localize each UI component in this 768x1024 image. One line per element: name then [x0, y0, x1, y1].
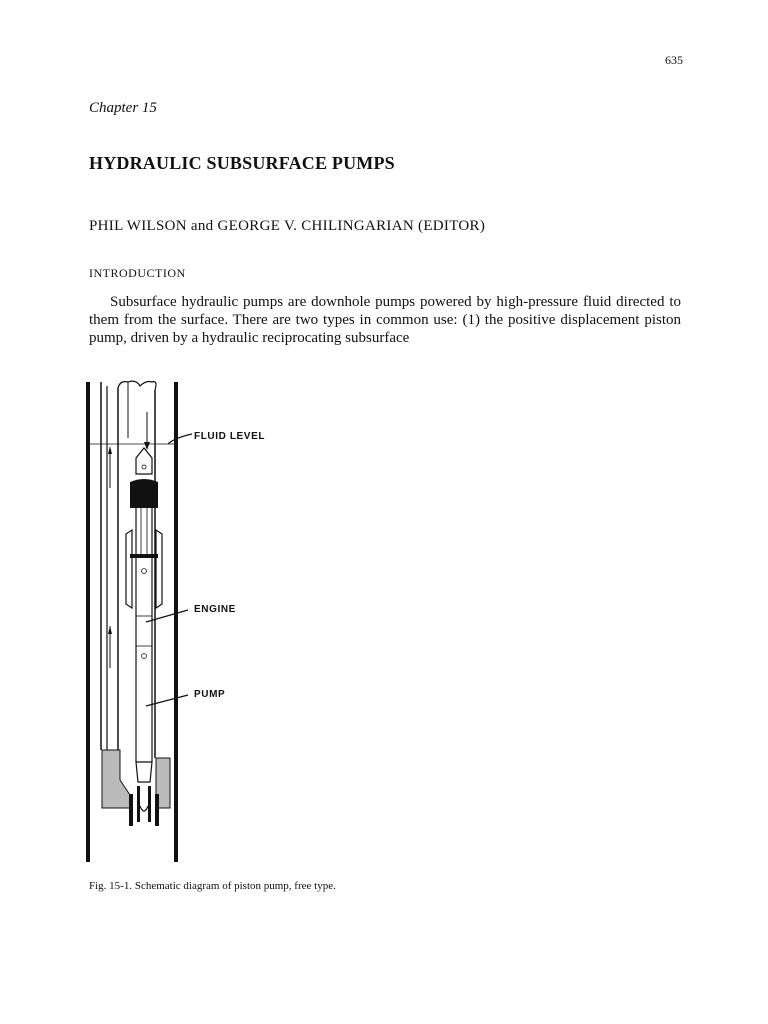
casing-wall-left	[86, 382, 90, 862]
pump-label: PUMP	[194, 689, 226, 700]
engine-port	[142, 569, 147, 574]
valve-port	[142, 465, 146, 469]
casing-joint-5	[174, 838, 178, 842]
pump-port	[142, 654, 147, 659]
valve-seat-right	[148, 786, 151, 822]
casing-joint-3	[86, 850, 90, 854]
chapter-title: HYDRAULIC SUBSURFACE PUMPS	[89, 153, 395, 173]
valve-ball	[140, 806, 148, 811]
casing-joint-1	[86, 826, 90, 830]
housing-shoulder-left	[126, 530, 132, 608]
tubing-top-curve	[118, 381, 156, 390]
standing-valve-left	[129, 794, 133, 826]
casing-joint-4	[174, 826, 178, 830]
fluid-level-leader	[168, 434, 192, 444]
pump-tip	[136, 762, 152, 782]
piston-pump-figure	[80, 378, 300, 868]
fluid-level-label: FLUID LEVEL	[194, 431, 266, 442]
housing-shoulder-right	[156, 530, 162, 608]
bottom-housing	[102, 750, 132, 808]
casing-joint-6	[174, 850, 178, 854]
seal-ring	[130, 554, 158, 558]
engine-label: ENGINE	[194, 604, 236, 615]
page-number: 635	[665, 53, 683, 67]
standing-valve-right	[155, 794, 159, 826]
casing-joint-2	[86, 838, 90, 842]
intro-paragraph: Subsurface hydraulic pumps are downhole pumps powered by high-pressure fluid directed to them from the surface. There are two types in common use: (1) the positive displacement piston pump, driven by a hydraulic reciprocating subsurface	[89, 294, 681, 346]
section-heading: INTRODUCTION	[89, 266, 186, 280]
chapter-label: Chapter 15	[89, 100, 157, 116]
top-valve	[136, 448, 152, 474]
piston-pump-diagram	[80, 378, 300, 868]
valve-seat-left	[137, 786, 140, 822]
figure-caption: Fig. 15-1. Schematic diagram of piston pump, free type.	[89, 880, 336, 892]
casing-wall-right	[174, 382, 178, 862]
packer	[130, 479, 158, 508]
authors: PHIL WILSON and GEORGE V. CHILINGARIAN (EDITOR)	[89, 218, 486, 234]
flow-arrowhead-up-1	[108, 446, 112, 454]
flow-arrowhead-up-2	[108, 626, 112, 634]
